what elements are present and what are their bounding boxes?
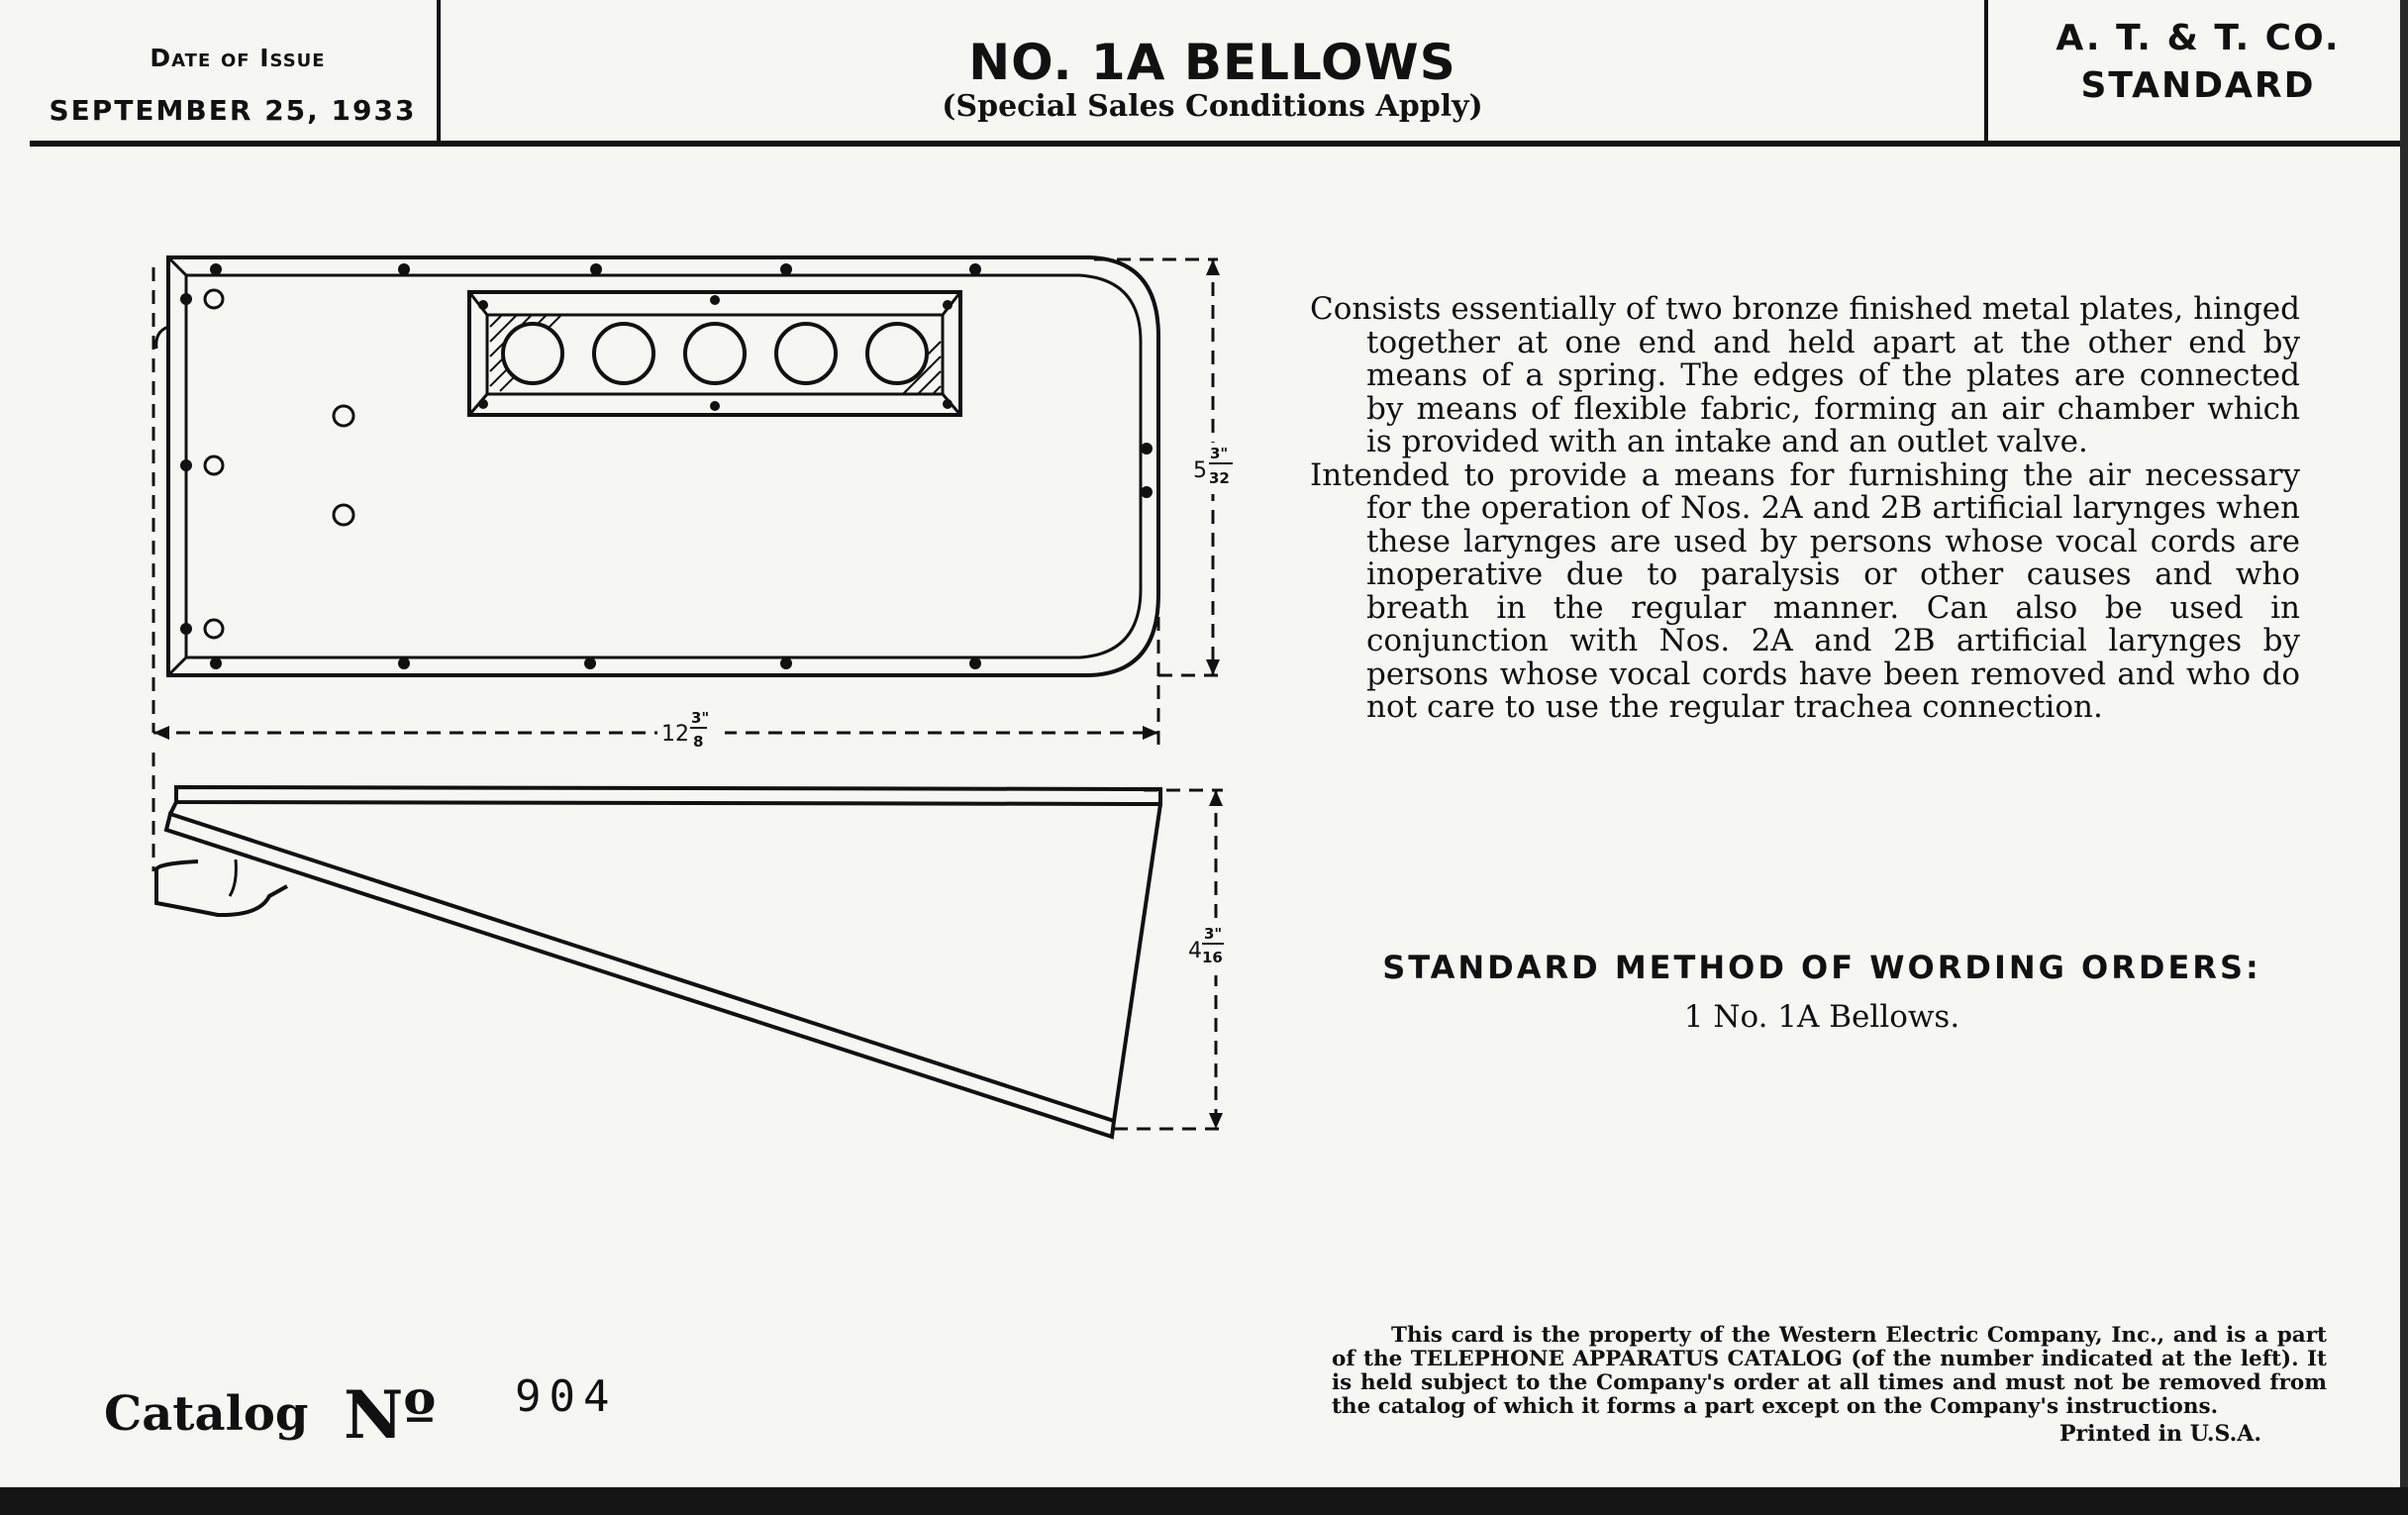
dim-length-denominator: 8 [693, 733, 704, 751]
dim-height-denominator: 32 [1209, 469, 1230, 487]
mounting-hole [205, 290, 223, 308]
description-paragraph: Consists essentially of two bronze finished metal plates, hinged together at one end and held apart at the other end by means of a spring. The edges of the plates are connected by means of flexible fabric, forming an air chamber which is provided with an intake and an outlet valve. [1310, 291, 2300, 459]
dim-side-numerator: 3" [1204, 925, 1223, 943]
valve-hole [867, 324, 927, 383]
printed-in: Printed in U.S.A. [2059, 1421, 2262, 1447]
valve-hole [685, 324, 745, 383]
valve-hole [776, 324, 836, 383]
description-paragraph: Intended to provide a means for furnishing the air necessary for the operation of Nos. 2A and 2B artificial larynges when these larynges are used by persons whose vocal cords are inoperative due to paralysis or other causes and who breath in the regular manner. Can also be used in conjunction with Nos. 2A and 2B artificial larynges by persons whose vocal cords have been removed and who do not care to use the regular trachea connection. [1310, 456, 2300, 725]
mounting-hole [205, 456, 223, 474]
standard-label: STANDARD [2080, 65, 2316, 106]
description [1310, 293, 2300, 725]
dim-side-whole: 4 [1188, 939, 1202, 963]
catalog-number-symbol: Nº [344, 1376, 437, 1454]
side-view-bottom-plate [166, 814, 1114, 1137]
dim-height-whole: 5 [1193, 458, 1207, 483]
property-notice-text: This card is the property of the Western Electric Company, Inc., and is a part of the TELEPHONE APPARATUS CATALOG (of the number indicated at the left). It is held subject to the Company's order at all times and must not be removed from the catalog of which it forms a part except on the Company's instructions. [1332, 1323, 2327, 1419]
top-view-outline [168, 257, 1158, 675]
dim-length-numerator: 3" [691, 709, 710, 727]
dim-length-whole: 12 [661, 722, 689, 747]
dim-height-numerator: 3" [1210, 445, 1229, 462]
side-view-end [1114, 804, 1160, 1121]
date-of-issue: SEPTEMBER 25, 1933 [49, 94, 417, 127]
date-of-issue-label: Date of Issue [150, 44, 326, 72]
valve-hole [594, 324, 653, 383]
standard-organization: A. T. & T. CO. [2056, 18, 2341, 58]
property-notice [1332, 1324, 2327, 1419]
top-view-inner-outline [186, 275, 1141, 657]
page-subtitle: (Special Sales Conditions Apply) [942, 89, 1483, 124]
scan-edge [2400, 0, 2408, 1515]
catalog-label: Catalog [104, 1386, 309, 1442]
scan-edge [0, 1487, 2408, 1515]
mounting-hole [334, 406, 353, 426]
hose-outlet [156, 861, 287, 915]
catalog-number: 904 [515, 1371, 618, 1422]
mounting-hole [334, 505, 353, 525]
ordering-heading: STANDARD METHOD OF WORDING ORDERS: [1382, 949, 2261, 986]
mounting-hole [205, 620, 223, 638]
page-title: NO. 1A BELLOWS [968, 34, 1456, 91]
ordering-example: 1 No. 1A Bellows. [1683, 999, 1960, 1035]
side-view-top-plate [176, 787, 1160, 804]
valve-hole [503, 324, 562, 383]
dim-side-denominator: 16 [1202, 949, 1223, 966]
